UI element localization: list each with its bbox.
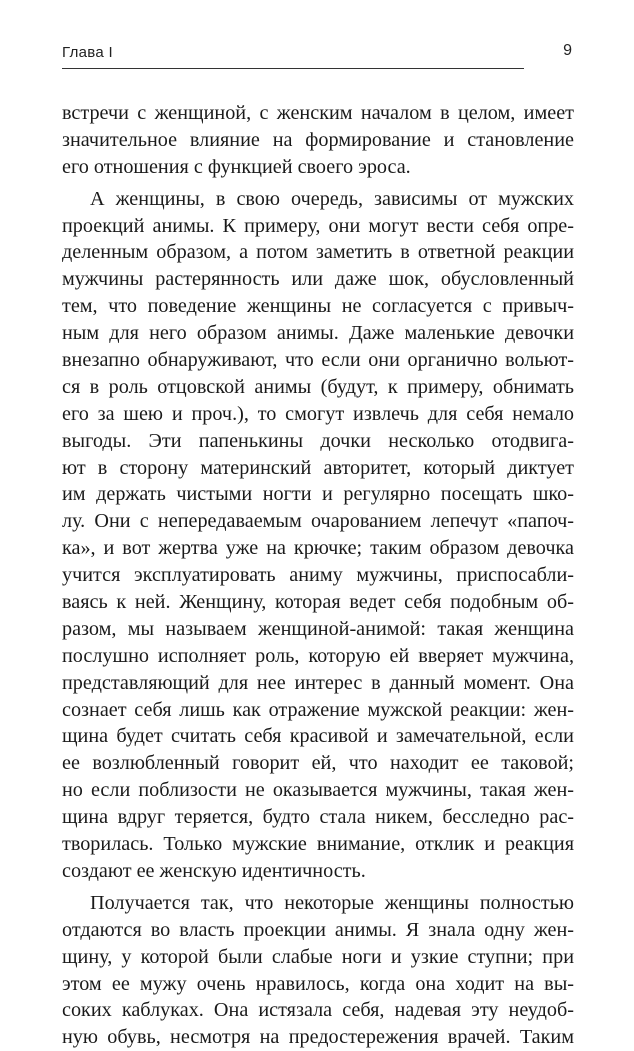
text-line: значительное влияние на формирование и становление — [62, 128, 574, 151]
text-line: ка», и вот жертва уже на крючке; таким образом девочка — [62, 537, 574, 560]
text-line: встречи с женщиной, с женским началом в целом, имеет — [62, 102, 574, 124]
text-line: послушно исполняет роль, которую ей вверяет мужчина, — [62, 644, 574, 667]
text-line: соких каблуках. Она истязала себя, надевая эту неудоб- — [62, 999, 574, 1022]
text-line: разом, мы называем женщиной-анимой: такая женщина — [62, 617, 574, 640]
text-line: Получается так, что некоторые женщины полностью — [90, 891, 574, 914]
text-line: представляющий для нее интерес в данный момент. Она — [62, 671, 574, 694]
text-line: ют в сторону материнский авторитет, который диктует — [62, 456, 574, 479]
text-line: его отношения с функцией своего эроса. — [62, 155, 411, 178]
paragraph-1 — [62, 100, 574, 181]
paragraph-2 — [62, 186, 574, 885]
text-line: ную обувь, несмотря на предостережения врачей. Таким — [62, 1026, 574, 1049]
text-line: щина будет считать себя красивой и замечательной, если — [62, 725, 574, 748]
text-line: этом ее мужу очень нравилось, когда она ходит на вы- — [62, 972, 574, 995]
paragraph-3 — [62, 890, 574, 1051]
text-line: проекций анимы. К примеру, они могут вести себя опре- — [62, 214, 574, 237]
text-line: создают ее женскую идентичность. — [62, 859, 366, 882]
text-line: им держать чистыми ногти и регулярно посещать шко- — [62, 483, 574, 506]
text-line: мужчины растерянность или даже шок, обусловленный — [62, 268, 574, 291]
text-line: лу. Они с непередаваемым очарованием лепечут «папоч- — [62, 510, 574, 533]
text-line: ным для него образом анимы. Даже маленькие девочки — [62, 322, 574, 345]
text-line: ся в роль отцовской анимы (будут, к примеру, обнимать — [62, 375, 574, 398]
text-line: тем, что поведение женщины не согласуется с привыч- — [62, 295, 574, 318]
text-line: творилась. Только мужские внимание, отклик и реакция — [62, 833, 574, 856]
text-line: но если поблизости не оказывается мужчины, такая жен- — [62, 779, 574, 802]
text-line: учится эксплуатировать аниму мужчины, приспосабли- — [62, 564, 574, 587]
body-text — [62, 100, 574, 1051]
page-number: 9 — [563, 42, 572, 59]
text-line: А женщины, в свою очередь, зависимы от мужских — [90, 187, 574, 210]
text-line: внезапно обнаруживают, что если они органично вольют- — [62, 349, 574, 372]
text-line: его за шею и проч.), то смогут извлечь для себя немало — [62, 402, 574, 425]
text-line: ваясь к ней. Женщину, которая ведет себя подобным об- — [62, 591, 574, 614]
text-line: ее возлюбленный говорит ей, что находит ее таковой; — [62, 752, 574, 775]
header-rule — [62, 68, 524, 69]
text-line: деленным образом, а потом заметить в ответной реакции — [62, 241, 574, 264]
text-line: выгоды. Эти папенькины дочки несколько отодвига- — [62, 429, 574, 452]
text-line: отдаются во власть проекции анимы. Я знала одну жен- — [62, 918, 574, 941]
running-header — [62, 40, 572, 68]
text-line: сознает себя лишь как отражение мужской реакции: жен- — [62, 698, 574, 721]
text-line: щина вдруг теряется, будто стала никем, бесследно рас- — [62, 806, 574, 829]
text-line: щину, у которой были слабые ноги и узкие ступни; при — [62, 945, 574, 968]
chapter-title: Глава I — [62, 44, 113, 61]
